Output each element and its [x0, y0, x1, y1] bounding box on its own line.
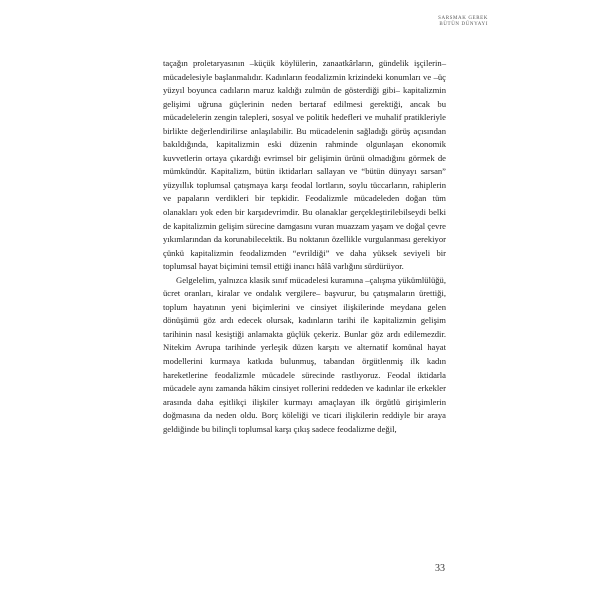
body-text	[163, 57, 446, 436]
running-header-line2: BÜTÜN DÜNYAYI	[439, 22, 488, 27]
running-header-line1: SARSMAK GEREK	[438, 16, 488, 21]
paragraph-2: Gelgelelim, yalnızca klasik sınıf mücadelesi kuramına –çalışma yükümlülüğü, ücret oranları, kiralar ve ondalık vergilere– başvurur, bu çatışmaların ürettiği, toplum hayatının yeni biçimlerini ve cinsiyet ilişkilerinde meydana gelen dönüşümü göz ardı edecek olursak, kadınların tarihi ile kapitalizmin gelişim tarihinin nasıl kesiştiği anlamakta güçlük çekeriz. Bunlar göz ardı edilemezdir. Nitekim Avrupa tarihinde yerleşik düzen karşıtı ve alternatif komünal hayat modellerini kurmaya katkıda bulunmuş, tabandan örgütlenmiş ilk kadın hareketlerine feodalizmle mücadele sürecinde rastlıyoruz. Feodal iktidarla mücadele aynı zamanda hâkim cinsiyet rollerini reddeden ve kadınlar ile erkekler arasında daha eşitlikçi ilişkiler kurmayı amaçlayan ilk örgütlü girişimlerin doğmasına da neden oldu. Borç köleliği ve ticari ilişkilerin reddiyle bir araya geldiğinde bu bilinçli toplumsal karşı çıkış sadece feodalizme değil,	[163, 274, 446, 434]
paragraph-1: taçağın proletaryasının –küçük köylülerin, zanaatkârların, gündelik işçilerin– mücadelesiyle başlanmalıdır. Kadınların feodalizmin krizindeki konumları ve –üç yüzyıl boyunca cadıların maruz kaldığı zulmün de gösterdiği gibi– kapitalizmin gelişimi uğruna güçlerinin neden bertaraf edilmesi gerektiği, ancak bu mücadelelerin zengin talepleri, sosyal ve politik hedefleri ve muhalif pratikleriyle birlikte değerlendirilirse anlaşılabilir. Bu mücadelenin sağladığı görüş açısından bakıldığında, kapitalizmin eski düzenin rahminde olgunlaşan ekonomik kuvvetlerin ortaya çıkardığı evrimsel bir gelişimin ürünü olmadığını görmek de mümkündür. Kapitalizm, bütün iktidarları sallayan ve “bütün dünyayı sarsan” yüzyıllık toplumsal çatışmaya karşı feodal lortların, soylu tüccarların, rahiplerin ve papaların verdikleri bir tepkidir. Feodalizmle mücadeleden doğan tüm olanakları yok eden bir karşıdevrimdir. Bu olanaklar gerçekleştirilebilseydi belki de kapitalizmin gelişim sürecine damgasını vuran muazzam yaşam ve doğal çevre yıkımlarından da korunabilecektik. Bu noktanın özellikle vurgulanması gerekiyor çünkü kapitalizmin feodalizmden “evrildiği” ve daha yüksek seviyeli bir toplumsal hayat biçimini temsil ettiği inancı hâlâ varlığını sürdürüyor.	[163, 58, 446, 272]
page-number: 33	[435, 563, 445, 574]
running-header	[438, 16, 488, 28]
